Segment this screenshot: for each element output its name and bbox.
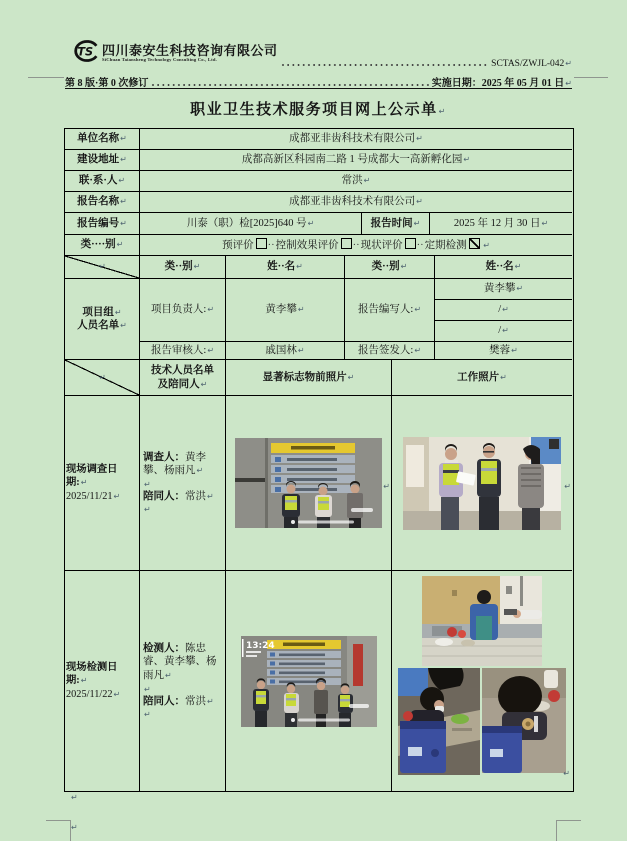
detect-landmark-photo	[241, 636, 377, 727]
detect-escort-name: 常洪 ↵	[185, 696, 214, 707]
address-label: 建设地址 ↵	[77, 153, 127, 167]
address-value-cell	[140, 150, 572, 171]
writer-name-1: 黄李攀 ↵	[484, 282, 523, 296]
reviewer-label-cell	[140, 342, 226, 360]
unit-name-label-cell	[65, 129, 140, 150]
form-title: 职业卫生技术服务项目网上公示单 ↵	[65, 98, 572, 119]
team-header-name-1: 姓··名 ↵	[267, 260, 303, 274]
detect-escort-label: 陪同人：	[143, 695, 185, 707]
detect-work-photo-pair	[398, 668, 566, 775]
survey-date-cell	[65, 396, 140, 571]
survey-landmark-photo	[235, 438, 382, 528]
publicity-form-table	[64, 128, 574, 792]
detect-date-label: 现场检测日期: ↵	[66, 661, 138, 688]
table-row	[65, 129, 573, 150]
diagonal-header-cell	[65, 360, 140, 396]
option-pre-evaluation: 预评价	[222, 239, 254, 251]
address-label-cell	[65, 150, 140, 171]
staff-header-cell	[140, 360, 226, 396]
crop-mark-right	[574, 77, 608, 78]
report-no-value: 川泰（职）检[2025]640 号 ↵	[187, 217, 315, 231]
contact-value-cell	[140, 171, 572, 192]
survey-date-value: 2025/11/21 ↵	[66, 490, 120, 503]
category-options-cell	[140, 235, 572, 256]
table-row	[65, 171, 573, 192]
writer-name-3: / ↵	[498, 324, 509, 338]
team-row-label-cell	[65, 279, 140, 360]
survey-work-photo	[403, 437, 561, 530]
writer-label-cell	[345, 279, 435, 342]
leader-label: 项目负责人: ↵	[151, 303, 214, 317]
table-row	[65, 256, 573, 279]
report-name-value-cell	[140, 192, 572, 213]
document-header	[65, 38, 572, 89]
team-header-cell	[140, 256, 226, 279]
paragraph-mark	[562, 767, 570, 781]
detect-work-photo-top	[422, 576, 542, 666]
blank-line	[143, 503, 151, 515]
team-header-cell	[226, 256, 345, 279]
team-row-label-line1: 项目组 ↵	[82, 306, 121, 319]
crop-mark-left	[28, 77, 64, 78]
checkbox-checked-icon	[469, 238, 480, 249]
company-logo-icon	[73, 38, 99, 69]
revision-info: 第 8 版·第 0 次修订	[65, 78, 149, 89]
staff-header-line2: 及陪同人 ↵	[158, 378, 208, 391]
report-no-value-cell	[140, 213, 362, 235]
writer-name-cell	[435, 300, 572, 321]
table-row	[65, 396, 573, 571]
implementation-date: 实施日期：2025 年 05 月 01 日 ↵	[432, 74, 572, 89]
team-row-label-line2: 人员名单 ↵	[77, 319, 127, 332]
space-marks: ··	[267, 239, 275, 251]
leader-label-cell	[140, 279, 226, 342]
work-photo-header-cell	[392, 360, 572, 396]
table-row	[65, 213, 573, 235]
team-header-cell	[435, 256, 572, 279]
detect-work-photo-right	[482, 668, 566, 773]
blank-line	[143, 683, 151, 695]
contact-label-cell	[65, 171, 140, 192]
issuer-label-cell	[345, 342, 435, 360]
blank-line	[143, 708, 151, 720]
survey-people-line	[143, 451, 222, 478]
issuer-name-cell	[435, 342, 572, 360]
detect-work-photo-cell	[392, 571, 572, 791]
option-status-evaluation: 现状评价	[360, 239, 403, 251]
report-name-label-cell	[65, 192, 140, 213]
report-name-label: 报告名称 ↵	[77, 195, 127, 209]
survey-names: 黄李攀、杨雨凡 ↵	[143, 452, 206, 477]
table-row	[65, 571, 573, 791]
issuer-name: 樊蓉 ↵	[489, 344, 518, 358]
writer-names-stack	[435, 279, 572, 342]
blank-line	[143, 478, 151, 490]
company-name-en: SiChuan Taiansheng Technology Consulting Co., Ltd.	[102, 56, 217, 62]
team-header-category-1: 类··别 ↵	[165, 260, 201, 274]
checkbox-unchecked-icon	[405, 238, 416, 249]
table-row	[65, 150, 573, 171]
svg-text:TS: TS	[77, 45, 94, 59]
dotted-leader	[281, 58, 489, 69]
issuer-label: 报告签发人: ↵	[358, 344, 421, 358]
landmark-photo-header-cell	[226, 360, 392, 396]
reviewer-label: 报告审核人: ↵	[151, 344, 214, 358]
detect-names: 陈忠睿、黄李攀、杨雨凡 ↵	[143, 643, 217, 681]
staff-header-line1: 技术人员名单	[151, 365, 214, 377]
report-time-label-cell	[362, 213, 430, 235]
table-row	[65, 192, 573, 213]
detect-date-cell	[65, 571, 140, 791]
reviewer-name-cell	[226, 342, 345, 360]
crop-mark-bottom-left-h	[46, 820, 70, 821]
table-row	[65, 279, 573, 360]
detect-work-photo-left	[398, 668, 480, 775]
reviewer-name: 戚国林 ↵	[265, 344, 304, 358]
crop-mark-bottom-right-h	[557, 820, 581, 821]
space-marks: ··	[416, 239, 424, 251]
crop-mark-bottom-right-v	[556, 820, 557, 841]
paragraph-mark	[70, 792, 78, 803]
survey-escort-line	[143, 490, 214, 504]
survey-escort-label: 陪同人：	[143, 490, 185, 502]
detect-date-value: 2025/11/22 ↵	[66, 688, 120, 701]
landmark-photo-header: 显著标志物前照片 ↵	[263, 371, 355, 385]
detect-escort-line	[143, 695, 214, 709]
team-header-cell	[345, 256, 435, 279]
paragraph-mark	[382, 480, 390, 494]
paragraph-mark	[98, 371, 106, 385]
writer-name-cell	[435, 321, 572, 342]
report-time-label: 报告时间 ↵	[371, 217, 421, 231]
checkbox-unchecked-icon	[256, 238, 267, 249]
paragraph-mark	[563, 480, 571, 494]
unit-name-value: 成都亚非齿科技术有限公司 ↵	[289, 132, 423, 146]
report-no-label: 报告编号 ↵	[77, 217, 127, 231]
detect-landmark-photo-cell	[226, 571, 392, 791]
category-label: 类····别 ↵	[81, 238, 124, 252]
option-periodic-detection: 定期检测	[424, 239, 467, 251]
paragraph-mark	[98, 260, 106, 274]
leader-name-cell	[226, 279, 345, 342]
writer-name-cell	[435, 279, 572, 300]
address-value: 成都高新区科园南二路 1 号成都大一高新孵化园 ↵	[242, 153, 470, 167]
paragraph-mark	[70, 822, 78, 833]
survey-escort-name: 常洪 ↵	[185, 491, 214, 502]
unit-name-value-cell	[140, 129, 572, 150]
checkbox-unchecked-icon	[341, 238, 352, 249]
option-control-effect: 控制效果评价	[275, 239, 339, 251]
report-no-label-cell	[65, 213, 140, 235]
contact-value: 常洪 ↵	[342, 174, 371, 188]
space-marks: ··	[352, 239, 360, 251]
category-options	[222, 238, 490, 253]
report-name-value: 成都亚非齿科技术有限公司 ↵	[289, 195, 423, 209]
category-label-cell	[65, 235, 140, 256]
writer-name-2: / ↵	[498, 303, 509, 317]
header-rule	[65, 88, 572, 89]
table-row	[65, 235, 573, 256]
diagonal-header-cell	[65, 256, 140, 279]
doc-code: SCTAS/ZWJL-042 ↵	[491, 59, 572, 69]
survey-work-photo-cell	[392, 396, 572, 571]
survey-people-cell	[140, 396, 226, 571]
detect-role-label: 检测人：	[143, 642, 185, 654]
detect-people-line	[143, 642, 222, 683]
team-header-name-2: 姓··名 ↵	[486, 260, 522, 274]
report-time-value-cell	[430, 213, 572, 235]
team-header-category-2: 类··别 ↵	[372, 260, 408, 274]
detect-people-cell	[140, 571, 226, 791]
survey-role-label: 调查人：	[143, 451, 185, 463]
company-name: 四川泰安生科技咨询有限公司	[102, 43, 278, 59]
survey-landmark-photo-cell	[226, 396, 392, 571]
photo-timestamp: 13:24	[245, 640, 275, 651]
writer-label: 报告编写人: ↵	[358, 303, 421, 317]
unit-name-label: 单位名称 ↵	[77, 132, 127, 146]
table-row	[65, 360, 573, 396]
work-photo-header: 工作照片 ↵	[457, 371, 507, 385]
contact-label: 联·系·人 ↵	[79, 174, 125, 188]
report-time-value: 2025 年 12 月 30 日 ↵	[454, 217, 548, 231]
leader-name: 黄李攀 ↵	[265, 303, 304, 317]
survey-date-label: 现场调查日期: ↵	[66, 463, 138, 490]
